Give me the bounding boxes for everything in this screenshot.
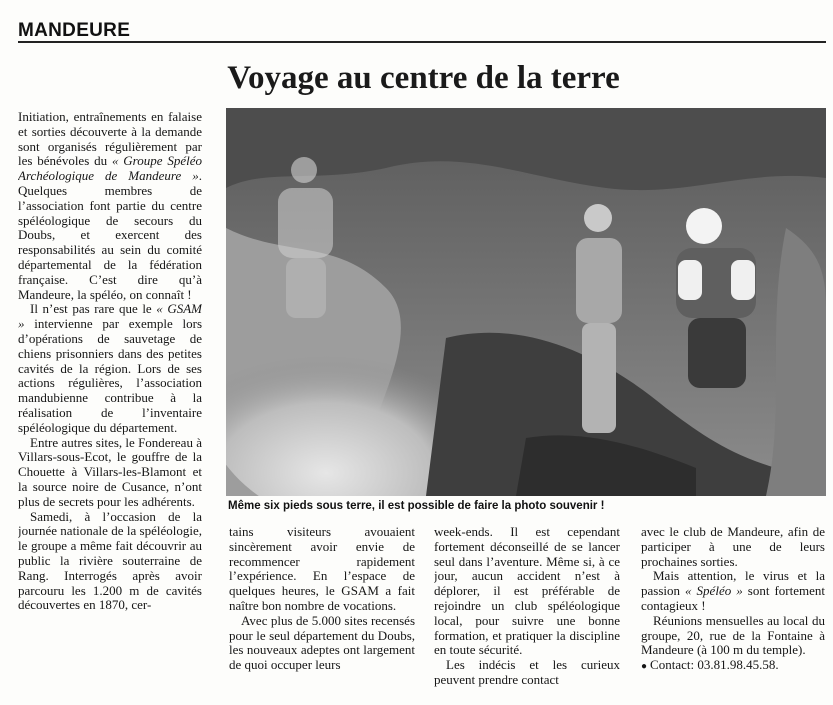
bullet-icon: ● — [641, 661, 648, 673]
paragraph: Les indécis et les curieux peuvent prendre contact — [434, 657, 620, 687]
contact-line: ● Contact: 03.81.98.45.58. — [641, 657, 779, 673]
paragraph: tains visiteurs avouaient sincèrement avoir envie de recommencer rapidement l’expérience. En l’espace de quelques heures, le GSAM a fait naître bon nombre de vocations. — [229, 525, 415, 613]
photo-caption: Même six pieds sous terre, il est possible de faire la photo souvenir ! — [228, 500, 605, 512]
paragraph: Il n’est pas rare que le « GSAM » intervienne par exemple lors d’opérations de sauvetage de chiens prisonniers dans des petites cavités de la région. Lors de ses actions régulières, l’association mandubienne contribue à la réalisation de l’inventaire spéléologique du département. — [18, 301, 202, 435]
article-column-2 — [229, 525, 415, 703]
paragraph: Réunions mensuelles au local du groupe, 20, rue de la Fontaine à Mandeure (à 100 m du temple). — [641, 612, 825, 658]
article-column-1 — [18, 110, 202, 702]
paragraph: Entre autres sites, le Fondereau à Villars-sous-Ecot, le gouffre de la Chouette à Villars-les-Blamont et la source noire de Cusance, n’ont plus de secrets pour les adhérents. — [18, 434, 202, 509]
section-label: MANDEURE — [18, 20, 131, 41]
paragraph: Initiation, entraînements en falaise et sorties découverte à la demande sont organisés régulièrement par les bénévoles du « Groupe Spéléo Archéologique de Mandeure ». Quelques membres de l’association font partie du centre spéléologique de secours du Doubs, et exercent des responsabilités au sein du comité départemental de la fédération française. C’est dire qu’à Mandeure, la spéléo, on connaît ! — [18, 110, 202, 302]
article-column-4 — [641, 525, 825, 703]
article-headline: Voyage au centre de la terre — [227, 60, 620, 96]
paragraph: week-ends. Il est cependant fortement déconseillé de se lancer seul dans l’aventure. Même si, à ce jour, aucun accident n’est à déplorer, il est préférable de rejoindre un club spéléologique local, pour suivre une bonne formation, et pratiquer la discipline en toute sécurité. — [434, 525, 620, 658]
cave-photo-illustration — [226, 108, 826, 496]
paragraph: avec le club de Mandeure, afin de participer à une de leurs prochaines sorties. — [641, 525, 825, 569]
cave-photo — [226, 108, 826, 496]
paragraph: Mais attention, le virus et la passion « Spéléo » sont fortement contagieux ! — [641, 568, 825, 613]
article-column-3 — [434, 525, 620, 703]
paragraph: Avec plus de 5.000 sites recensés pour le seul département du Doubs, les nouveaux adeptes ont largement de quoi occuper leurs — [229, 612, 415, 673]
paragraph: Samedi, à l’occasion de la journée nationale de la spéléologie, le groupe a même fait découvrir au public la rivière souterraine de Rang. Interrogés après avoir parcouru les 1.200 m de cavités découvertes en 1870, cer- — [18, 508, 202, 613]
section-rule — [18, 41, 826, 43]
